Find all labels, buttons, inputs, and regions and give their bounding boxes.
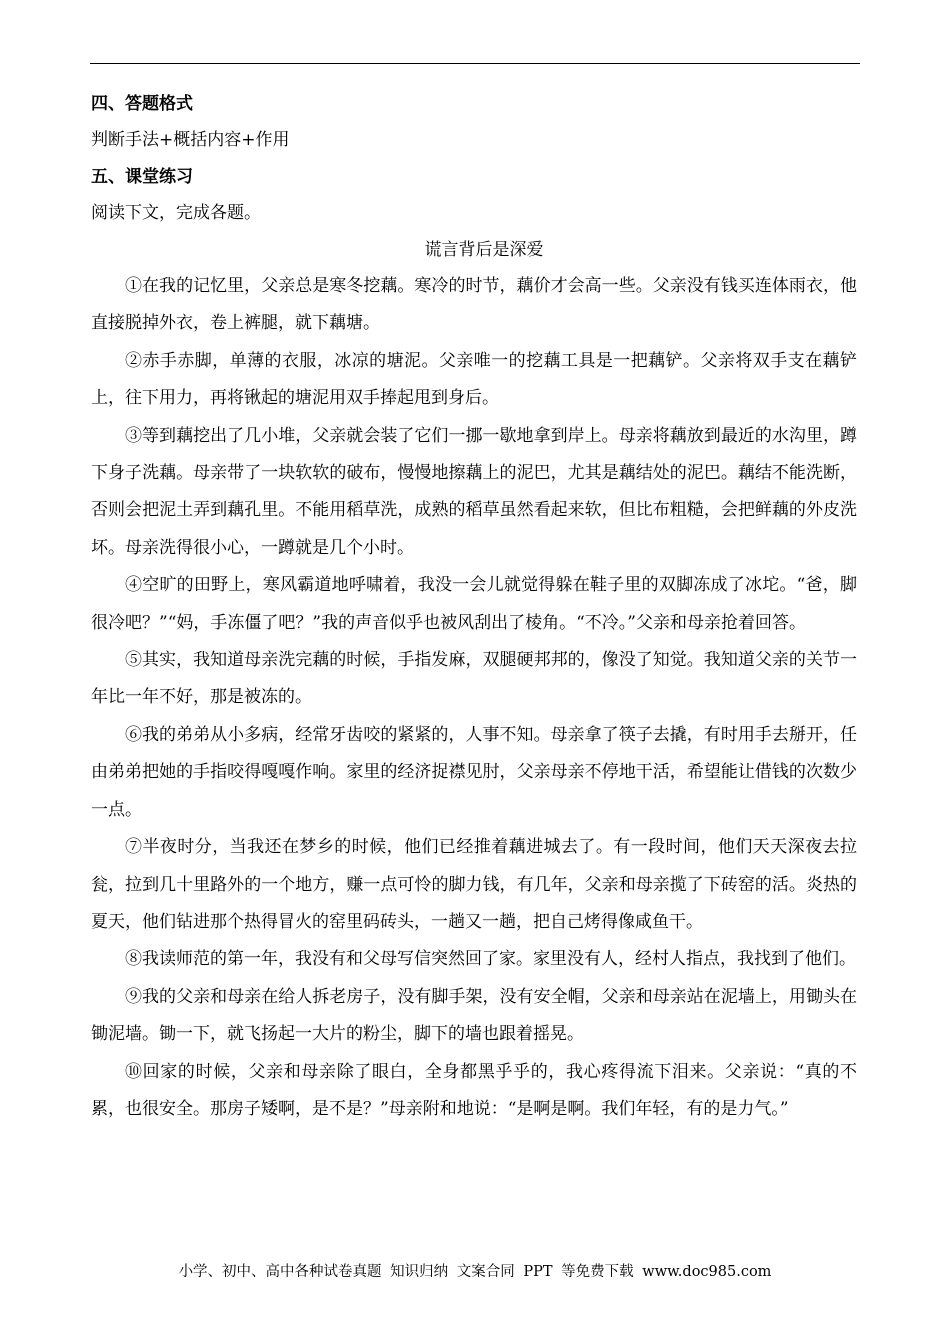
article-paragraph: ⑥我的弟弟从小多病，经常牙齿咬的紧紧的，人事不知。母亲拿了筷子去撬，有时用手去掰开，任由弟弟把她的手指咬得嘎嘎作响。家里的经济捉襟见肘，父亲母亲不停地干活，希望能让借钱的次数少一点。 xyxy=(91,724,857,820)
article-paragraph: ⑩回家的时候，父亲和母亲除了眼白，全身都黑乎乎的，我心疼得流下泪来。父亲说：“真的不累，也很安全。那房子矮啊，是不是？”母亲附和地说：“是啊是啊。我们年轻，有的是力气。” xyxy=(91,1061,857,1119)
article-paragraph: ④空旷的田野上，寒风霸道地呼啸着，我没一会儿就觉得躲在鞋子里的双脚冻成了冰坨。“爸，脚很冷吧？”“妈，手冻僵了吧？”我的声音似乎也被风刮出了棱角。“不冷。”父亲和母亲抢着回答。 xyxy=(91,575,857,633)
section-5-heading: 五、课堂练习 xyxy=(91,167,193,187)
article-paragraph: ③等到藕挖出了几小堆，父亲就会装了它们一挪一歇地拿到岸上。母亲将藕放到最近的水沟里，蹲下身子洗藕。母亲带了一块软软的破布，慢慢地擦藕上的泥巴，尤其是藕结处的泥巴。藕结不能洗断，否则会把泥土弄到藕孔里。不能用稻草洗，成熟的稻草虽然看起来软，但比布粗糙，会把鲜藕的外皮洗坏。母亲洗得很小心，一蹲就是几个小时。 xyxy=(91,425,857,558)
article-paragraph: ①在我的记忆里，父亲总是寒冬挖藕。寒冷的时节，藕价才会高一些。父亲没有钱买连体雨衣，他直接脱掉外衣，卷上裤腿，就下藕塘。 xyxy=(91,276,857,334)
article-paragraph: ⑨我的父亲和母亲在给人拆老房子，没有脚手架，没有安全帽，父亲和母亲站在泥墙上，用锄头在锄泥墙。锄一下，就飞扬起一大片的粉尘，脚下的墙也跟着摇晃。 xyxy=(91,986,857,1045)
section-4-text: 判断手法+概括内容+作用 xyxy=(91,130,290,150)
page-footer: 小学、初中、高中各种试卷真题 知识归纳 文案合同 PPT 等免费下载 www.doc985.com xyxy=(178,1264,772,1280)
article-paragraph: ②赤手赤脚，单薄的衣服，冰凉的塘泥。父亲唯一的挖藕工具是一把藕铲。父亲将双手支在藕铲上，往下用力，再将锹起的塘泥用双手捧起甩到身后。 xyxy=(91,350,857,409)
article-title: 谎言背后是深爱 xyxy=(424,240,544,260)
article-paragraph: ⑧我读师范的第一年，我没有和父母写信突然回了家。家里没有人，经村人指点，我找到了他们。 xyxy=(125,949,856,970)
article-paragraph: ⑤其实，我知道母亲洗完藕的时候，手指发麻，双腿硬邦邦的，像没了知觉。我知道父亲的关节一年比一年不好，那是被冻的。 xyxy=(91,650,857,708)
section-4-heading: 四、答题格式 xyxy=(91,94,193,114)
header-rule xyxy=(90,63,860,64)
section-5-intro: 阅读下文，完成各题。 xyxy=(91,203,261,223)
article-paragraph: ⑦半夜时分，当我还在梦乡的时候，他们已经推着藕进城去了。有一段时间，他们天天深夜去拉瓮，拉到几十里路外的一个地方，赚一点可怜的脚力钱，有几年，父亲和母亲揽了下砖窑的活。炎热的夏天，他们钻进那个热得冒火的窑里码砖头，一趟又一趟，把自己烤得像咸鱼干。 xyxy=(91,837,857,932)
document-body xyxy=(91,86,857,1128)
